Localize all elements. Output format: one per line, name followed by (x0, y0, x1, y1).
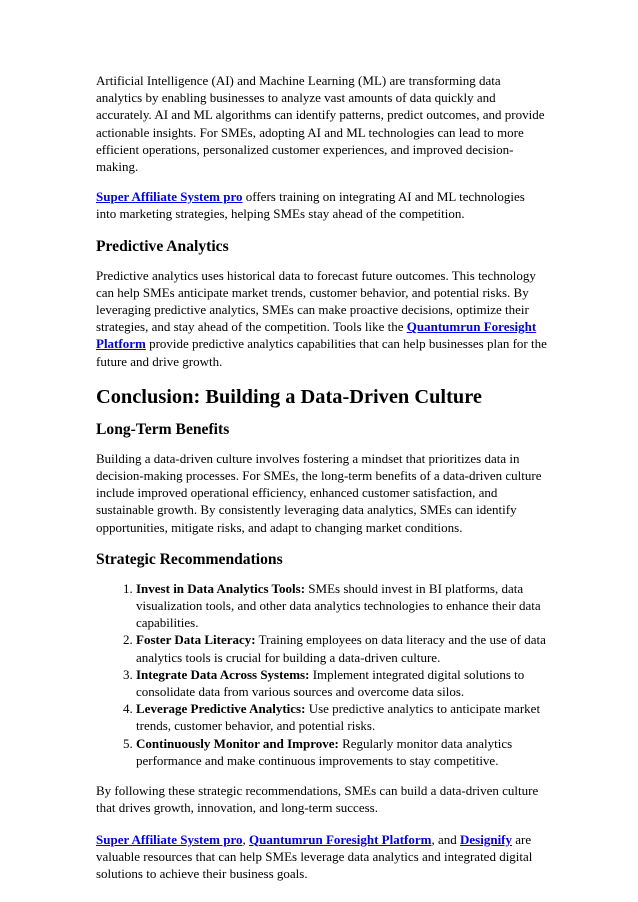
intro-paragraph: Artificial Intelligence (AI) and Machine Learning (ML) are transforming data analytics by enabling businesses to analyze vast amounts of data quickly and accurately. AI and ML algorithms can identify patterns, predict outcomes, and provide actionable insights. For SMEs, adopting AI and ML technologies can lead to more efficient operations, personalized customer experiences, and improved decision-making. (96, 73, 545, 175)
quantumrun-link[interactable]: Quantumrun Foresight Platform (249, 831, 432, 847)
predictive-text-after: provide predictive analytics capabilities that can help businesses plan for the future and drive growth. (96, 336, 547, 369)
list-item (136, 631, 548, 665)
list-item-title: Integrate Data Across Systems: (136, 666, 310, 682)
closing-paragraph: By following these strategic recommendations, SMEs can build a data-driven culture that drives growth, innovation, and long-term success. (96, 783, 539, 816)
resources-paragraph (96, 831, 548, 883)
list-item (136, 700, 548, 734)
long-term-benefits-heading: Long-Term Benefits (96, 420, 230, 438)
list-item-title: Leverage Predictive Analytics: (136, 701, 306, 717)
super-affiliate-link[interactable]: Super Affiliate System pro (96, 189, 243, 205)
list-item (136, 666, 548, 700)
predictive-text-before: Predictive analytics uses historical data to forecast future outcomes. This technology can help SMEs anticipate market trends, customer behavior, and potential risks. By leveraging predictive analytics, SMEs can make proactive decisions, optimize their strategies, and stay ahead of the competition. Tools like the (96, 267, 536, 335)
resources-separator: , and (431, 831, 461, 847)
list-item (136, 580, 548, 632)
list-item-title: Foster Data Literacy: (136, 632, 256, 648)
quantumrun-link[interactable]: Quantumrun Foresight Platform (96, 319, 537, 352)
designify-link[interactable]: Designify (460, 831, 513, 847)
list-item (136, 735, 548, 769)
list-item-text: Use predictive analytics to anticipate market trends, customer behavior, and potential risks. (136, 701, 541, 734)
long-term-paragraph: Building a data-driven culture involves fostering a mindset that prioritizes data in decision-making processes. For SMEs, the long-term benefits of a data-driven culture include improved operational efficiency, enhanced customer satisfaction, and sustainable growth. By consistently leveraging data analytics, SMEs can identify opportunities, mitigate risks, and adapt to changing market conditions. (96, 450, 542, 535)
list-item-title: Continuously Monitor and Improve: (136, 735, 339, 751)
super-affiliate-link[interactable]: Super Affiliate System pro (96, 831, 243, 847)
conclusion-heading: Conclusion: Building a Data-Driven Culture (96, 385, 482, 408)
list-item-text: Regularly monitor data analytics performance and make continuous improvements to stay competitive. (136, 735, 513, 768)
list-item-text: SMEs should invest in BI platforms, data visualization tools, and other data analytics technologies to enhance their data capabilities. (136, 580, 541, 631)
strategic-recommendations-heading: Strategic Recommendations (96, 550, 283, 568)
resources-text: are valuable resources that can help SMEs leverage data analytics and integrated digital solutions to achieve their business goals. (96, 831, 533, 881)
predictive-analytics-heading: Predictive Analytics (96, 237, 229, 255)
predictive-paragraph (96, 267, 548, 370)
promo-paragraph (96, 188, 548, 222)
recommendations-list (96, 580, 548, 769)
resources-separator: , (242, 831, 249, 847)
promo-text: offers training on integrating AI and ML technologies into marketing strategies, helping SMEs stay ahead of the competition. (96, 189, 525, 222)
list-item-text: Implement integrated digital solutions to consolidate data from various sources and overcome data silos. (136, 666, 525, 700)
document-page (96, 72, 548, 882)
list-item-text: Training employees on data literacy and the use of data analytics tools is crucial for building a data-driven culture. (136, 632, 546, 665)
list-item-title: Invest in Data Analytics Tools: (136, 580, 306, 596)
